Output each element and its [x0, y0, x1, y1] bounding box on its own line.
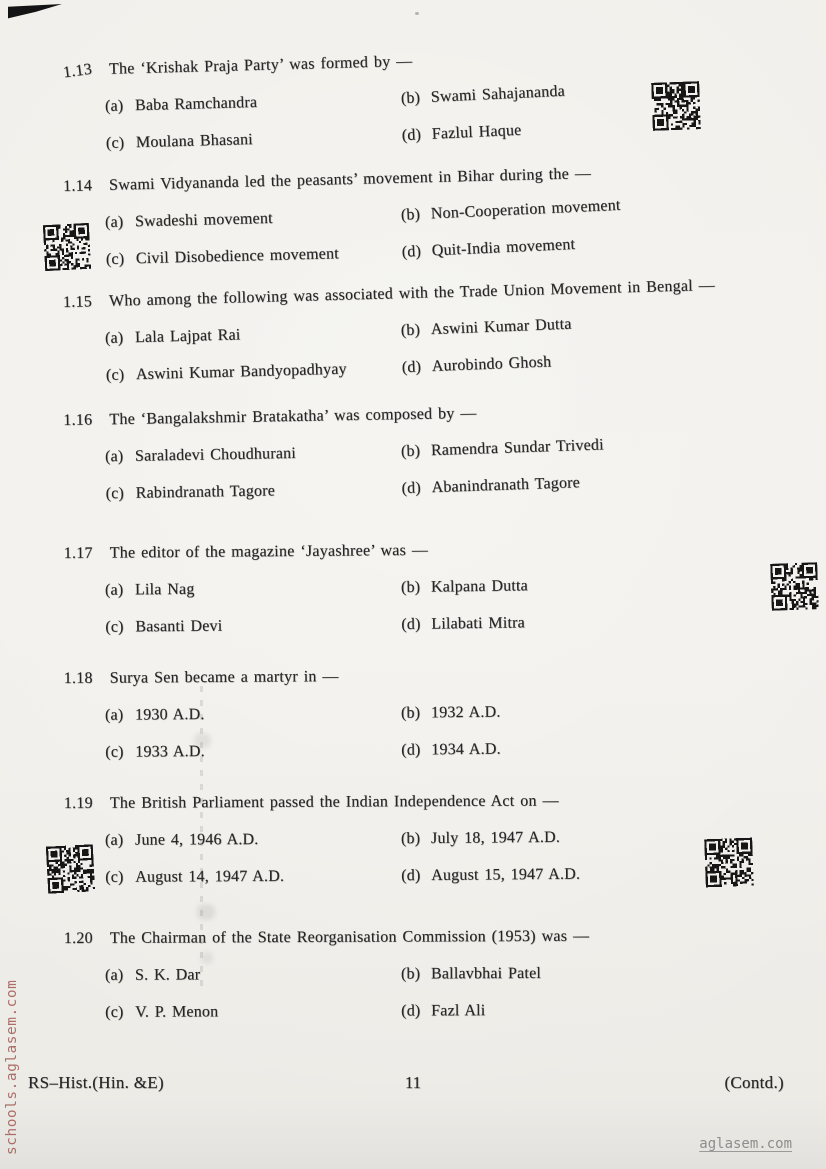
- option-d-label: (d): [401, 358, 422, 377]
- option-b: [401, 429, 777, 463]
- option-b-label: (b): [400, 442, 421, 461]
- option-c: [105, 478, 401, 505]
- option-b: [400, 71, 776, 110]
- option-d-text: Abanindranath Tagore: [431, 474, 581, 497]
- question-block: [64, 925, 776, 1024]
- option-c: [106, 125, 402, 155]
- option-b-label: (b): [400, 205, 421, 224]
- option-d-label: (d): [401, 242, 422, 261]
- option-b-text: Aswini Kumar Dutta: [430, 315, 572, 339]
- option-b-text: July 18, 1947 A.D.: [430, 828, 561, 847]
- option-c: [105, 865, 401, 889]
- option-a-text: Lila Nag: [134, 580, 195, 599]
- option-d-text: 1934 A.D.: [431, 740, 501, 759]
- question-line: [64, 789, 776, 815]
- footer-paper-code: RS–Hist.(Hin. &E): [28, 1073, 164, 1092]
- option-c: [106, 242, 402, 271]
- option-a: [105, 828, 401, 852]
- question-block: [64, 537, 777, 639]
- option-b: [401, 962, 776, 986]
- option-a-label: (a): [104, 966, 124, 984]
- option-c-text: V. P. Menon: [135, 1003, 219, 1021]
- option-a-label: (a): [104, 831, 124, 849]
- option-c-text: Moulana Bhasani: [135, 131, 254, 152]
- option-c: [106, 357, 402, 387]
- bottom-watermark: aglasem.com: [699, 1136, 792, 1152]
- option-a-label: (a): [104, 706, 124, 724]
- option-a-text: June 4, 1946 A.D.: [134, 830, 259, 849]
- option-b: [400, 306, 776, 342]
- option-a-text: Saraladevi Choudhurani: [134, 444, 297, 465]
- option-c: [105, 740, 401, 764]
- option-b-text: 1932 A.D.: [430, 703, 501, 722]
- option-c-text: Rabindranath Tagore: [135, 482, 276, 502]
- question-line: [64, 663, 776, 690]
- option-a: [105, 205, 401, 234]
- option-c: [105, 614, 401, 639]
- option-c-label: (c): [105, 618, 124, 636]
- option-a-text: Lala Lajpat Rai: [134, 326, 241, 347]
- qr-code-icon: [770, 562, 819, 611]
- options-grid: [105, 826, 776, 889]
- option-c-text: August 14, 1947 A.D.: [135, 867, 285, 886]
- option-d-label: (d): [401, 1002, 421, 1020]
- option-d-text: Aurobindo Ghosh: [431, 353, 552, 376]
- option-a: [105, 441, 401, 468]
- option-d-label: (d): [401, 126, 422, 145]
- qr-code-icon: [704, 837, 754, 888]
- option-c-text: 1933 A.D.: [135, 743, 205, 761]
- option-d-label: (d): [401, 615, 421, 634]
- question-number: 1.17: [63, 544, 93, 563]
- question-block: [64, 663, 777, 764]
- option-c-label: (c): [105, 134, 125, 152]
- option-d-text: August 15, 1947 A.D.: [431, 865, 581, 884]
- option-b-text: Kalpana Dutta: [430, 577, 529, 596]
- option-d-label: (d): [401, 741, 421, 759]
- footer-contd: (Contd.): [724, 1073, 784, 1092]
- question-number: 1.16: [63, 411, 93, 430]
- option-b-label: (b): [400, 830, 421, 848]
- question-text: The editor of the magazine ‘Jayashree’ was —: [109, 541, 429, 562]
- question-text: Who among the following was associated with the Trade Union Movement in Bengal —: [108, 276, 716, 310]
- option-b-text: Ballavbhai Patel: [430, 964, 542, 983]
- option-c: [105, 1001, 401, 1024]
- option-c-text: Aswini Kumar Bandyopadhyay: [135, 360, 347, 384]
- question-line: [63, 273, 775, 314]
- option-c-text: Civil Disobedience movement: [135, 245, 340, 268]
- option-c-label: (c): [105, 868, 124, 886]
- option-a-text: Swadeshi movement: [134, 209, 273, 231]
- question-text: Surya Sen became a martyr in —: [109, 668, 339, 687]
- option-a-text: 1930 A.D.: [134, 706, 205, 724]
- qr-code-icon: [43, 223, 91, 271]
- question-number: 1.18: [63, 669, 93, 688]
- option-d: [401, 736, 776, 762]
- question-text: The ‘Krishak Praja Party’ was formed by —: [108, 52, 413, 78]
- question-block: [63, 273, 777, 388]
- option-d: [401, 466, 777, 500]
- option-d-label: (d): [401, 867, 421, 885]
- options-grid: [105, 435, 777, 506]
- question-block: [64, 789, 776, 889]
- question-text: The Chairman of the State Reorganisation Commission (1953) was —: [109, 927, 590, 947]
- option-d-label: (d): [401, 479, 422, 498]
- option-a-label: (a): [104, 447, 124, 466]
- option-a: [105, 88, 401, 118]
- option-c-label: (c): [105, 743, 124, 761]
- option-b: [401, 572, 776, 599]
- option-d-text: Lilabati Mitra: [431, 614, 526, 633]
- question-number: 1.19: [63, 794, 93, 813]
- option-b: [401, 699, 776, 725]
- option-c-label: (c): [105, 366, 125, 384]
- option-a-label: (a): [104, 329, 124, 347]
- question-text: Swami Vidyananda led the peasants’ movement in Bihar during the —: [108, 165, 592, 194]
- option-b-label: (b): [400, 965, 421, 983]
- options-grid: [105, 962, 776, 1024]
- options-grid: [105, 196, 777, 271]
- question-number: 1.14: [62, 177, 93, 196]
- qr-code-icon: [651, 81, 701, 131]
- option-a-text: S. K. Dar: [134, 966, 201, 984]
- option-d: [401, 609, 776, 636]
- option-c-label: (c): [105, 1003, 124, 1021]
- option-d: [401, 108, 777, 147]
- option-a-label: (a): [104, 97, 124, 115]
- option-d: [401, 999, 776, 1023]
- option-a-text: Baba Ramchandra: [134, 93, 258, 115]
- side-watermark: schools.aglasem.com: [4, 979, 20, 1155]
- option-d-text: Fazlul Haque: [431, 121, 522, 143]
- option-b-text: Swami Sahajananda: [430, 82, 566, 106]
- option-a: [105, 320, 401, 350]
- option-d: [401, 225, 777, 264]
- option-b-label: (b): [400, 704, 421, 722]
- page-number: 11: [404, 1073, 422, 1092]
- option-c-text: Basanti Devi: [135, 617, 223, 636]
- question-number: 1.15: [62, 293, 93, 312]
- question-line: [64, 925, 776, 950]
- option-b: [400, 188, 776, 227]
- options-grid: [105, 700, 776, 764]
- option-b-label: (b): [400, 89, 421, 108]
- question-text: The British Parliament passed the Indian Independence Act on —: [109, 792, 559, 812]
- question-number: 1.13: [62, 60, 94, 82]
- question-line: [63, 398, 775, 432]
- options-grid: [105, 574, 776, 639]
- question-block: [63, 398, 777, 506]
- option-a: [105, 964, 401, 987]
- option-c-label: (c): [105, 250, 125, 268]
- qr-code-icon: [46, 844, 95, 894]
- option-b-text: Ramendra Sundar Trivedi: [430, 436, 605, 460]
- option-b-text: Non-Cooperation movement: [430, 196, 621, 223]
- question-line: [64, 537, 776, 565]
- question-number: 1.20: [63, 929, 93, 948]
- option-d-text: Quit-India movement: [431, 235, 576, 260]
- option-c-label: (c): [105, 484, 125, 503]
- option-d: [401, 343, 777, 379]
- option-a: [105, 703, 401, 727]
- question-text: The ‘Bangalakshmir Bratakatha’ was composed by —: [109, 404, 477, 429]
- option-a-label: (a): [104, 581, 124, 599]
- option-b-label: (b): [400, 578, 421, 597]
- option-b-label: (b): [400, 321, 421, 340]
- options-grid: [105, 310, 777, 387]
- option-a-label: (a): [104, 213, 124, 231]
- option-a: [105, 577, 401, 602]
- option-d-text: Fazl Ali: [431, 1002, 486, 1020]
- question-block: [63, 159, 777, 272]
